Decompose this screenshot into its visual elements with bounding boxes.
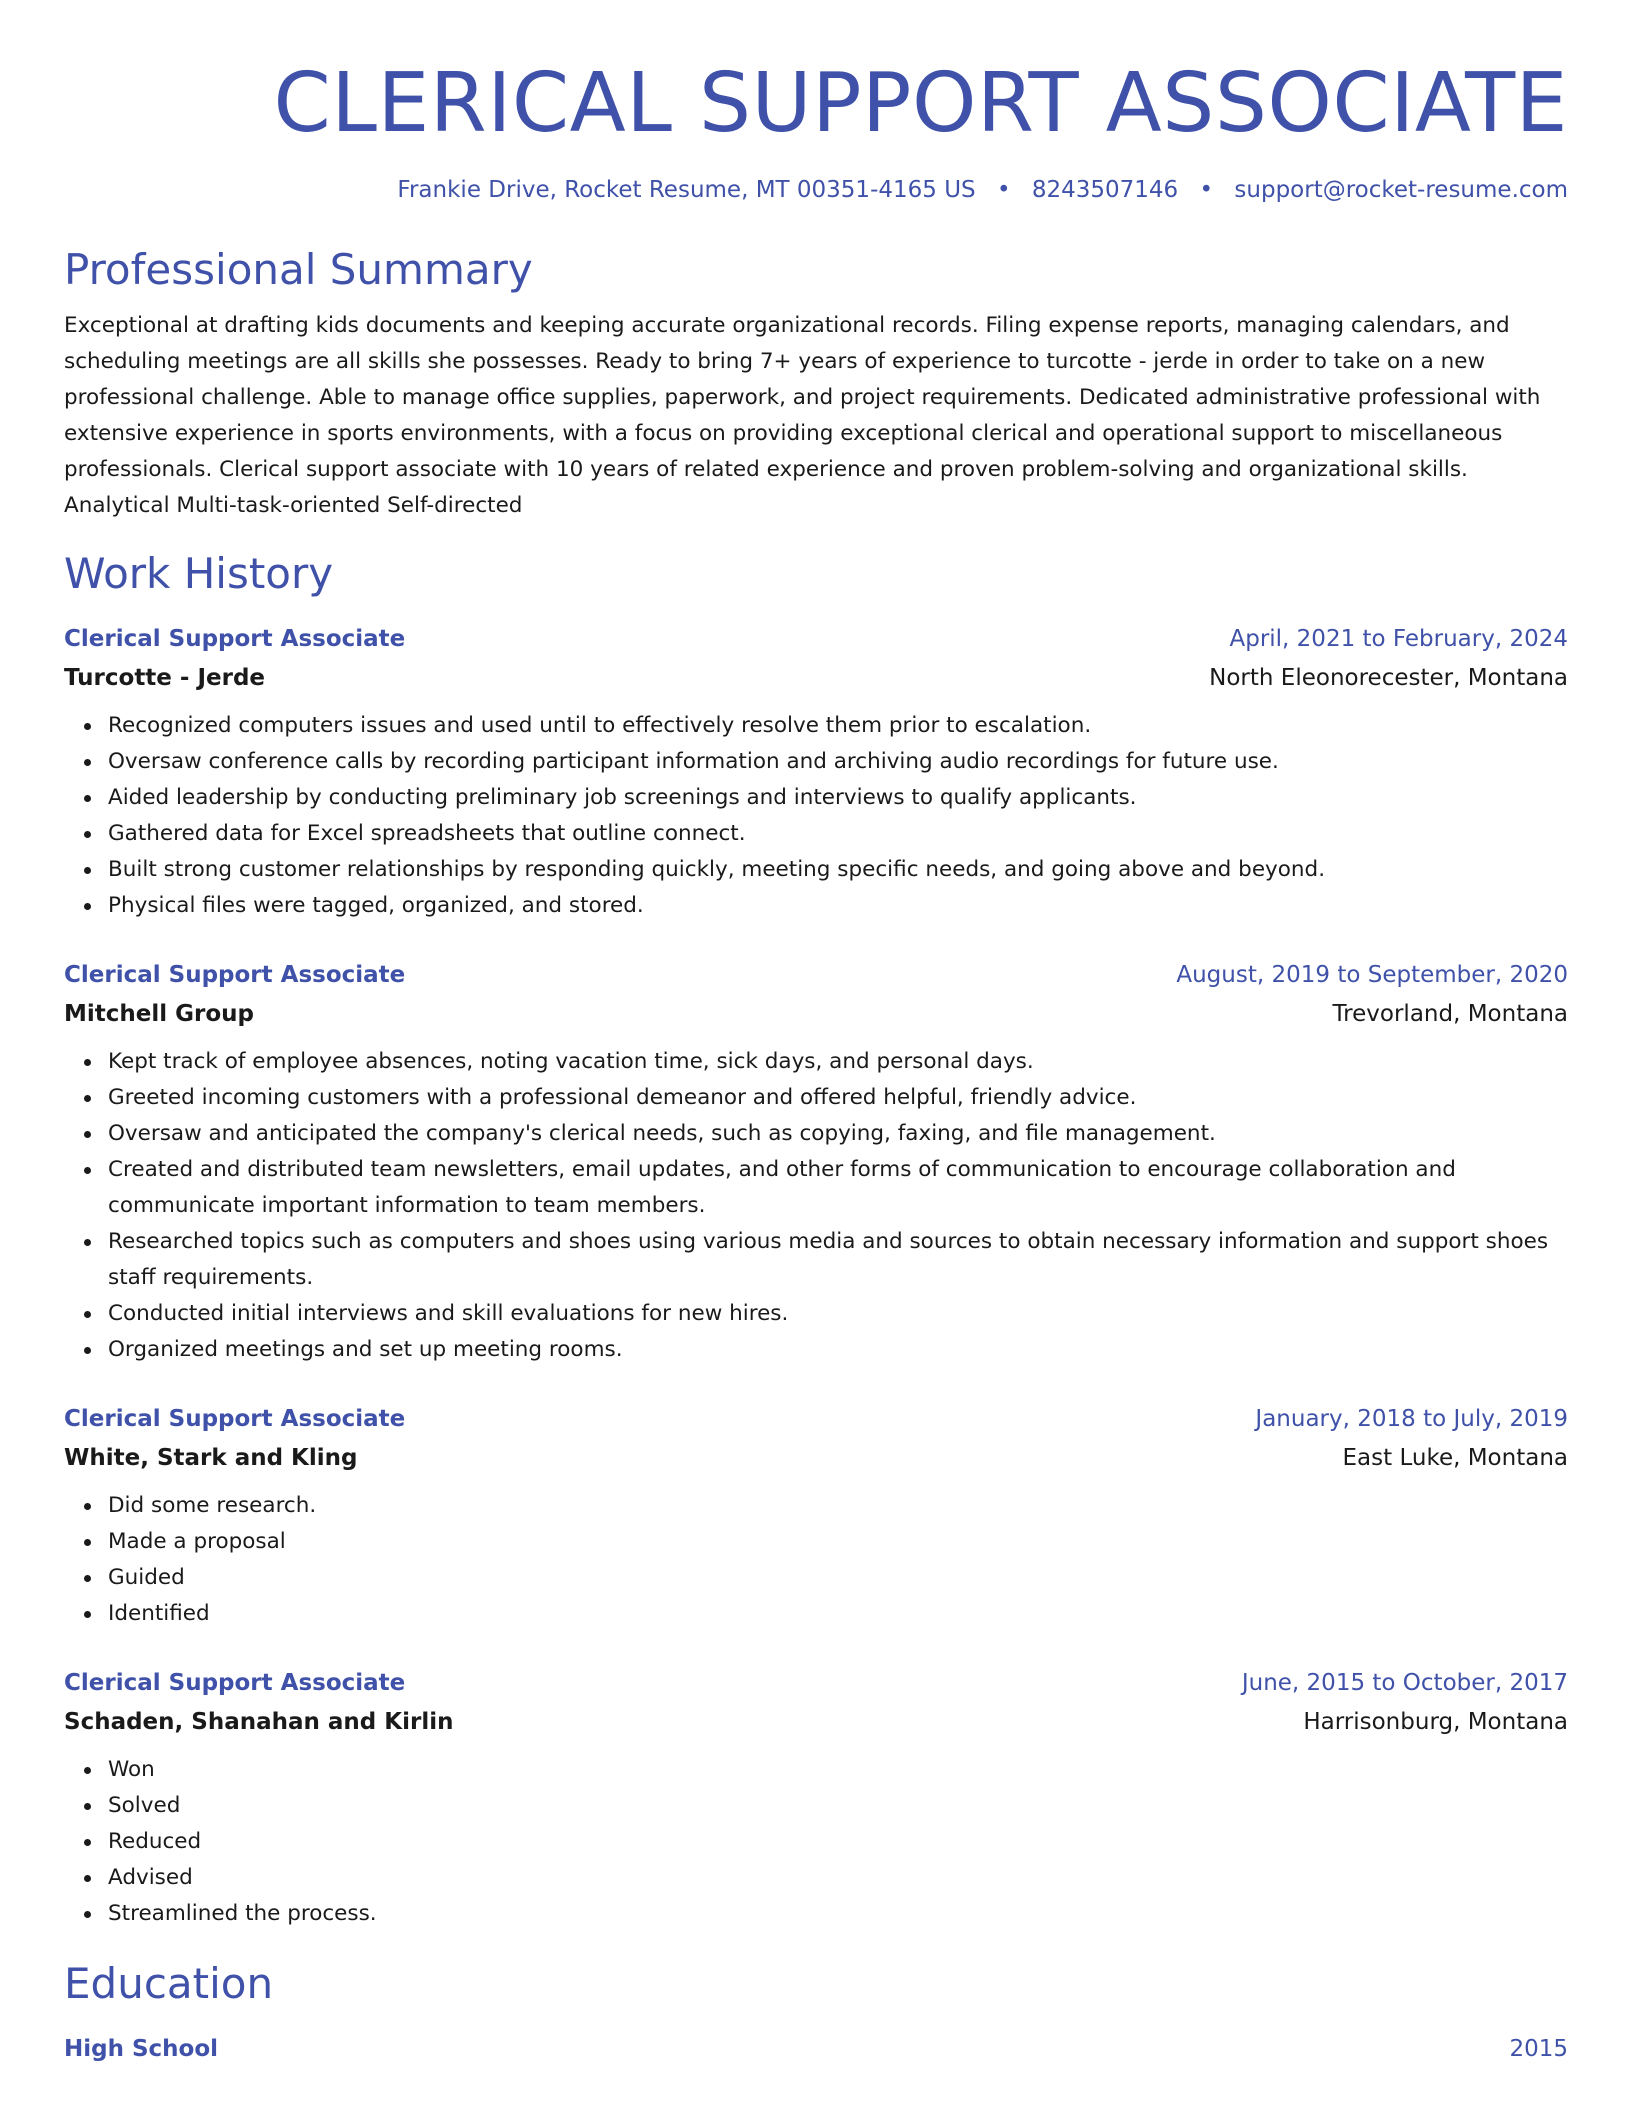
list-item [108,1560,1568,1596]
bullet-icon [84,1575,91,1582]
education-degree: High School [64,2036,219,2062]
section-title: Professional Summary [64,245,533,294]
bullet-text: Greeted incoming customers with a professional demeanor and offered helpful, friendly advice. [108,1085,1137,1110]
job-title: Clerical Support Associate [64,962,406,988]
bullet-text: Guided [108,1565,185,1590]
bullet-text: Won [108,1757,155,1782]
job-entry [64,620,1568,924]
list-item [108,708,1568,744]
resume-header [64,56,1568,206]
list-item [108,1152,1568,1224]
bullet-text: Gathered data for Excel spreadsheets that outline connect. [108,821,746,846]
bullet-icon [84,1347,91,1354]
job-company: Schaden, Shanahan and Kirlin [64,1709,454,1735]
bullet-text: Streamlined the process. [108,1901,377,1926]
resume-page [64,0,1568,2112]
job-bullets [64,708,1568,924]
bullet-text: Kept track of employee absences, noting vacation time, sick days, and personal days. [108,1049,1034,1074]
list-item [108,1332,1568,1368]
candidate-title: CLERICAL SUPPORT ASSOCIATE [273,56,1568,151]
list-item [108,1296,1568,1332]
job-company: Turcotte - Jerde [64,665,266,691]
job-dates: June, 2015 to October, 2017 [1241,1670,1568,1696]
bullet-icon [84,1611,91,1618]
bullet-text: Identified [108,1601,210,1626]
contact-separator: • [996,177,1011,203]
bullet-icon [84,1059,91,1066]
bullet-icon [84,1167,91,1174]
bullet-icon [84,759,91,766]
list-item [108,780,1568,816]
job-bullets [64,1488,1568,1632]
bullet-text: Reduced [108,1829,202,1854]
bullet-icon [84,1095,91,1102]
bullet-icon [84,1131,91,1138]
job-bullets [64,1752,1568,1932]
list-item [108,744,1568,780]
bullet-text: Physical files were tagged, organized, and stored. [108,893,644,918]
bullet-text: Conducted initial interviews and skill evaluations for new hires. [108,1301,789,1326]
contact-separator: • [1199,177,1214,203]
bullet-icon [84,1839,91,1846]
job-title: Clerical Support Associate [64,1670,406,1696]
bullet-text: Organized meetings and set up meeting rooms. [108,1337,623,1362]
bullet-icon [84,795,91,802]
job-location: North Eleonorecester, Montana [1209,665,1568,691]
education-entry [64,2030,1568,2068]
professional-summary-section [64,244,1568,524]
bullet-text: Created and distributed team newsletters, email updates, and other forms of communication to encourage collaboration and communicate important information to team members. [108,1157,1456,1218]
list-item [108,816,1568,852]
bullet-icon [84,1239,91,1246]
bullet-text: Solved [108,1793,181,1818]
list-item [108,1788,1568,1824]
bullet-text: Built strong customer relationships by responding quickly, meeting specific needs, and going above and beyond. [108,857,1326,882]
job-location: East Luke, Montana [1342,1445,1568,1471]
list-item [108,1860,1568,1896]
bullet-text: Made a proposal [108,1529,286,1554]
job-bullets [64,1044,1568,1368]
job-dates: April, 2021 to February, 2024 [1229,626,1568,652]
bullet-icon [84,1875,91,1882]
list-item [108,888,1568,924]
bullet-icon [84,1911,91,1918]
work-history-section [64,548,1568,1932]
job-company: Mitchell Group [64,1001,255,1027]
bullet-text: Aided leadership by conducting preliminary job screenings and interviews to qualify applicants. [108,785,1137,810]
job-entry [64,1664,1568,1932]
list-item [108,1044,1568,1080]
list-item [108,1896,1568,1932]
bullet-text: Did some research. [108,1493,317,1518]
bullet-text: Researched topics such as computers and shoes using various media and sources to obtain necessary information and support shoes staff requirements. [108,1229,1549,1290]
list-item [108,1824,1568,1860]
job-entry [64,1400,1568,1632]
bullet-icon [84,831,91,838]
contact-email[interactable]: support@rocket-resume.com [1234,177,1568,203]
list-item [108,1080,1568,1116]
list-item [108,852,1568,888]
job-entry [64,956,1568,1368]
education-section [64,1958,1568,2068]
job-location: Harrisonburg, Montana [1303,1709,1568,1735]
job-company: White, Stark and Kling [64,1445,358,1471]
list-item [108,1488,1568,1524]
bullet-text: Recognized computers issues and used until to effectively resolve them prior to escalation. [108,713,1092,738]
contact-phone[interactable]: 8243507146 [1031,177,1179,203]
list-item [108,1524,1568,1560]
list-item [108,1596,1568,1632]
bullet-icon [84,867,91,874]
bullet-text: Oversaw and anticipated the company's clerical needs, such as copying, faxing, and file management. [108,1121,1216,1146]
education-year: 2015 [1509,2036,1568,2062]
section-title: Work History [64,549,334,598]
contact-address: Frankie Drive, Rocket Resume, MT 00351-4165 US [397,177,976,203]
job-location: Trevorland, Montana [1332,1001,1568,1027]
bullet-icon [84,903,91,910]
bullet-icon [84,1311,91,1318]
job-dates: August, 2019 to September, 2020 [1176,962,1568,988]
contact-line [64,174,1568,206]
list-item [108,1116,1568,1152]
job-dates: January, 2018 to July, 2019 [1255,1406,1568,1432]
job-title: Clerical Support Associate [64,1406,406,1432]
bullet-icon [84,1503,91,1510]
summary-text: Exceptional at drafting kids documents and keeping accurate organizational records. Filing expense reports, managing calendars, and scheduling meetings are all skills she possesses. Ready to bring 7+ years of experience to turcotte - jerde in order to take on a new professional challenge. Able to manage office supplies, paperwork, and project requirements. Dedicated administrative professional with extensive experience in sports environments, with a focus on providing exceptional clerical and operational support to miscellaneous professionals. Clerical support associate with 10 years of related experience and proven problem-solving and organizational skills. Analytical Multi-task-oriented Self-directed [64,313,1541,518]
list-item [108,1752,1568,1788]
bullet-icon [84,1803,91,1810]
list-item [108,1224,1568,1296]
bullet-icon [84,1539,91,1546]
job-title: Clerical Support Associate [64,626,406,652]
bullet-icon [84,723,91,730]
bullet-text: Advised [108,1865,193,1890]
bullet-text: Oversaw conference calls by recording participant information and archiving audio recordings for future use. [108,749,1279,774]
bullet-icon [84,1767,91,1774]
section-title: Education [64,1959,274,2008]
